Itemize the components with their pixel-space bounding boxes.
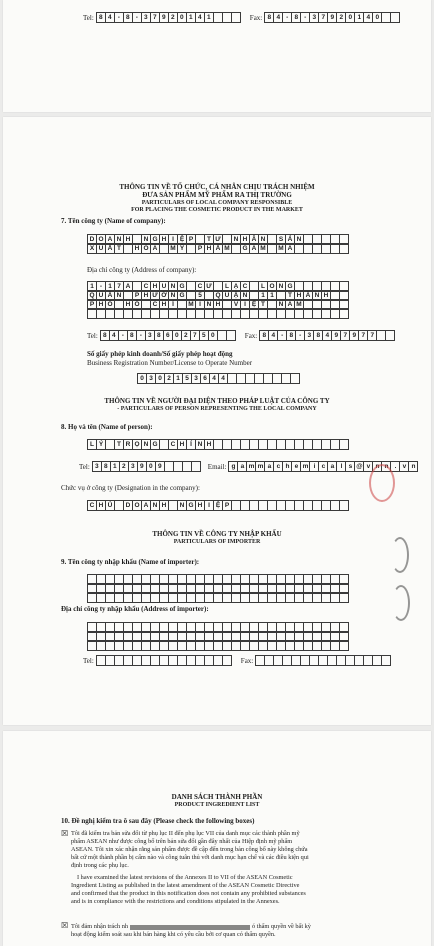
char-box: 1 (110, 461, 120, 472)
importer-name-label: 9. Tên công ty nhập khẩu (Name of importer): (61, 558, 200, 566)
char-box: G (240, 243, 250, 254)
representative-tel-email-row (79, 461, 417, 472)
char-box: 4 (322, 330, 332, 341)
char-box: Q (213, 290, 223, 301)
company-heading-en-2: FOR PLACING THE COSMETIC PRODUCT IN THE MARKET (131, 207, 303, 213)
char-box: G (186, 500, 196, 511)
char-box: - (295, 330, 305, 341)
char-box: s (345, 461, 355, 472)
char-box: H (159, 234, 169, 245)
char-box: P (87, 299, 97, 310)
paragraph-en: I have examined the latest revisions of the Annexes II to VII of the ASEAN Cosmetic Ingredient Listing as published in the latest amendment of the ASEAN Cosmetic Directive and confirmed that the product in this notification does not contain any prohibited substances and is in compliance with the restrictions and conditions stipulated in the Annexes. (71, 874, 306, 905)
char-box: L (258, 281, 268, 292)
char-box: N (276, 299, 286, 310)
char-box: Í (168, 299, 178, 310)
char-box: U (159, 281, 169, 292)
char-box: 5 (199, 330, 209, 341)
char-box: A (285, 243, 295, 254)
char-box: . (390, 461, 400, 472)
char-box: A (141, 500, 151, 511)
char-box: 1 (258, 290, 268, 301)
char-box: Ọ (132, 439, 142, 450)
company-tel-label: Tel: (87, 331, 98, 340)
representative-name-row (87, 439, 348, 450)
char-box: M (168, 243, 178, 254)
char-box: 7 (190, 330, 200, 341)
char-box: 4 (209, 373, 219, 384)
char-box: M (258, 243, 268, 254)
check-section-label: 10. Đề nghị kiểm tra ô sau đây (Please check the following boxes) (61, 817, 255, 825)
char-box: 8 (96, 12, 106, 23)
char-box: H (141, 290, 151, 301)
top-tel-row (83, 12, 399, 23)
char-box: 1 (105, 281, 115, 292)
char-box: N (240, 290, 250, 301)
char-box: H (96, 500, 106, 511)
char-box: 0 (208, 330, 218, 341)
responsibility-line-start: Tôi đảm nhận trách nh (71, 923, 129, 930)
char-box: T (114, 243, 124, 254)
char-box: a (264, 461, 274, 472)
char-box: N (168, 290, 178, 301)
char-box: M (222, 243, 232, 254)
char-box: 1 (186, 12, 196, 23)
char-box: 8 (101, 461, 111, 472)
char-box: Í (186, 439, 196, 450)
char-box: 4 (363, 12, 373, 23)
company-name-label: 7. Tên công ty (Name of company): (61, 217, 166, 225)
designation-boxes (87, 500, 348, 511)
char-box: Ư (213, 234, 223, 245)
license-label-vi: Số giấy phép kinh doanh/Số giấy phép hoạt động (87, 350, 233, 358)
char-box (226, 330, 236, 341)
char-box: H (213, 299, 223, 310)
char-box: U (96, 290, 106, 301)
char-box: C (195, 281, 205, 292)
char-box: 4 (195, 12, 205, 23)
char-box: h (282, 461, 292, 472)
char-box: 0 (177, 12, 187, 23)
char-box: 6 (163, 330, 173, 341)
char-box: Ư (204, 281, 214, 292)
char-box: G (177, 290, 187, 301)
company-address-line-4 (87, 308, 348, 319)
char-box: A (105, 234, 115, 245)
char-box: G (150, 439, 160, 450)
char-box: P (195, 243, 205, 254)
char-box: M (294, 299, 304, 310)
char-box: N (177, 500, 187, 511)
importer-tel-boxes (96, 655, 231, 666)
char-box: 7 (318, 12, 328, 23)
char-box: 2 (164, 373, 174, 384)
char-box: 4 (109, 330, 119, 341)
paragraph-vi: Tôi đã kiểm tra bản sửa đổi từ phụ lục II đến phụ lục VII của danh mục các thành phần mỹ phẩm ASEAN như được công bố trên bản sửa đổi gần đây nhất của Hiệp định mỹ phẩm ASEAN. Tôi xin xác nhận rằng sản phẩm được đề cập đến trong bản công bố này không chứa bất cứ một thành phần bị cấm nào và công tuân thủ với danh mục hạn chế và các điều kiện qui định trong các phụ lục. (71, 830, 309, 869)
char-box: 4 (218, 373, 228, 384)
char-box: - (282, 12, 292, 23)
importer-fax-label: Fax: (240, 656, 254, 665)
license-number-row (137, 373, 299, 384)
char-box: i (309, 461, 319, 472)
char-box: c (273, 461, 283, 472)
char-box: 1 (204, 12, 214, 23)
char-box: I (240, 299, 250, 310)
char-box: C (150, 299, 160, 310)
ingredients-heading-en: PRODUCT INGREDIENT LIST (174, 802, 260, 808)
designation-row (87, 500, 348, 511)
char-box: G (285, 281, 295, 292)
char-box (339, 500, 349, 511)
importer-name-line-3 (87, 592, 348, 603)
importer-heading-en: PARTICULARS OF IMPORTER (173, 539, 261, 545)
char-box: 2 (119, 461, 129, 472)
char-box (231, 12, 241, 23)
char-box: G (177, 281, 187, 292)
char-box: H (132, 243, 142, 254)
char-box: - (300, 12, 310, 23)
char-box: U (96, 243, 106, 254)
char-box: 2 (336, 12, 346, 23)
char-box: M (186, 299, 196, 310)
char-box: H (177, 439, 187, 450)
char-box: 3 (128, 461, 138, 472)
char-box: 3 (309, 12, 319, 23)
char-box: 8 (154, 330, 164, 341)
char-box: 3 (92, 461, 102, 472)
char-box: A (150, 243, 160, 254)
representative-heading-vi: THÔNG TIN VỀ NGƯỜI ĐẠI DIỆN THEO PHÁP LUẬT CỦA CÔNG TY (104, 397, 330, 405)
char-box: Ạ (231, 281, 241, 292)
char-box: 6 (200, 373, 210, 384)
char-box: H (240, 234, 250, 245)
red-seal-stamp (369, 464, 395, 502)
char-box: Q (87, 290, 97, 301)
top-fax-label: Fax: (249, 13, 263, 22)
char-box: v (363, 461, 373, 472)
char-box: 0 (155, 373, 165, 384)
top-fax-boxes (264, 12, 399, 23)
company-heading-vi-1: THÔNG TIN VỀ TỔ CHỨC, CÁ NHÂN CHỊU TRÁCH NHIỆM (119, 183, 315, 191)
char-box: O (96, 234, 106, 245)
importer-tel-label: Tel: (83, 656, 94, 665)
char-box: Ó (141, 243, 151, 254)
redaction-bar (130, 925, 250, 930)
char-box: Ồ (132, 299, 142, 310)
char-box: N (141, 234, 151, 245)
char-box: R (123, 439, 133, 450)
license-label-en: Business Registration Number/License to Operate Number (87, 359, 253, 367)
black-seal-stamp-1 (391, 537, 409, 573)
char-box: m (300, 461, 310, 472)
char-box: 3 (191, 373, 201, 384)
paragraph-responsibility (71, 923, 311, 939)
char-box: 8 (286, 330, 296, 341)
char-box: Ư (150, 290, 160, 301)
char-box (385, 330, 395, 341)
char-box: g (228, 461, 238, 472)
importer-address-label: Địa chỉ công ty nhập khẩu (Address of importer): (61, 605, 209, 613)
char-box: H (204, 243, 214, 254)
char-box (390, 12, 400, 23)
char-box: N (204, 299, 214, 310)
char-box: T (204, 234, 214, 245)
char-box: 7 (358, 330, 368, 341)
char-box: - (96, 281, 106, 292)
char-box: I (168, 234, 178, 245)
representative-tel-label: Tel: (79, 462, 90, 471)
char-box: I (195, 299, 205, 310)
char-box (339, 592, 349, 603)
char-box: 9 (331, 330, 341, 341)
char-box: 7 (150, 12, 160, 23)
document-page-main (3, 117, 431, 725)
char-box: - (132, 12, 142, 23)
char-box: 3 (146, 373, 156, 384)
char-box: 0 (345, 12, 355, 23)
char-box: Ờ (159, 290, 169, 301)
char-box: 8 (123, 12, 133, 23)
char-box: M (276, 243, 286, 254)
char-box: Ệ (249, 299, 259, 310)
char-box: Ả (285, 234, 295, 245)
importer-heading-vi: THÔNG TIN VỀ CÔNG TY NHẬP KHẨU (152, 530, 282, 538)
responsibility-line-2: hoạt động kiểm soát sau khi bán hàng khi có yêu cầu bởi cơ quan có thẩm quyền. (71, 931, 276, 938)
char-box: T (114, 439, 124, 450)
char-box: 7 (114, 281, 124, 292)
company-heading-vi-2: ĐƯA SẢN PHẨM MỸ PHẨM RA THỊ TRƯỜNG (142, 191, 292, 199)
char-box: H (204, 439, 214, 450)
char-box: C (87, 500, 97, 511)
char-box: X (87, 243, 97, 254)
char-box: N (258, 234, 268, 245)
char-box: 2 (181, 330, 191, 341)
black-seal-stamp-2 (392, 585, 410, 621)
char-box: @ (356, 463, 363, 470)
company-tel-fax-row (87, 330, 394, 341)
char-box: 0 (172, 330, 182, 341)
char-box: À (303, 290, 313, 301)
char-box: C (168, 439, 178, 450)
char-box: H (123, 234, 133, 245)
char-box: 0 (146, 461, 156, 472)
char-box: 0 (372, 12, 382, 23)
company-tel-boxes (100, 330, 235, 341)
company-fax-label: Fax: (244, 331, 258, 340)
checkbox-2-icon[interactable]: ☒ (61, 921, 69, 930)
char-box: 2 (168, 12, 178, 23)
company-name-line-2 (87, 243, 348, 254)
char-box: P (132, 290, 142, 301)
char-box: n (408, 461, 418, 472)
char-box: 1 (87, 281, 97, 292)
importer-address-line-3 (87, 640, 348, 651)
char-box: 4 (268, 330, 278, 341)
char-box: 7 (340, 330, 350, 341)
char-box: Ẩ (213, 243, 223, 254)
representative-tel-boxes (92, 461, 200, 472)
char-box (290, 373, 300, 384)
char-box: N (312, 290, 322, 301)
char-box: Ỹ (177, 243, 187, 254)
char-box: P (186, 234, 196, 245)
char-box: L (222, 281, 232, 292)
ingredients-heading-vi: DANH SÁCH THÀNH PHẦN (171, 793, 263, 801)
char-box (339, 640, 349, 651)
char-box: C (141, 281, 151, 292)
char-box: Ủ (105, 500, 115, 511)
char-box: H (159, 299, 169, 310)
char-box: 1 (267, 290, 277, 301)
char-box: N (231, 234, 241, 245)
company-address-label: Địa chỉ công ty (Address of company): (87, 266, 197, 274)
license-boxes (137, 373, 299, 384)
char-box: 8 (127, 330, 137, 341)
char-box: 8 (264, 12, 274, 23)
char-box: H (123, 299, 133, 310)
representative-email-label: Email: (207, 462, 227, 471)
char-box (222, 655, 232, 666)
char-box: Ý (96, 439, 106, 450)
char-box: Ệ (177, 234, 187, 245)
importer-fax-boxes (255, 655, 390, 666)
char-box: e (291, 461, 301, 472)
char-box (381, 655, 391, 666)
char-box: 0 (137, 373, 147, 384)
char-box: N (114, 234, 124, 245)
char-box: G (150, 234, 160, 245)
char-box: v (399, 461, 409, 472)
char-box: n (381, 461, 391, 472)
char-box: A (285, 299, 295, 310)
char-box: 9 (137, 461, 147, 472)
char-box: Â (105, 290, 115, 301)
char-box: 3 (304, 330, 314, 341)
char-box: m (246, 461, 256, 472)
char-box: 8 (100, 330, 110, 341)
char-box: H (96, 299, 106, 310)
char-box: D (87, 234, 97, 245)
char-box: N (114, 290, 124, 301)
char-box: 1 (354, 12, 364, 23)
document-page-top (3, 0, 431, 112)
char-box: 9 (349, 330, 359, 341)
char-box: N (276, 281, 286, 292)
char-box (339, 243, 349, 254)
char-box: N (150, 500, 160, 511)
char-box: - (114, 12, 124, 23)
char-box: Ậ (231, 290, 241, 301)
char-box: a (327, 461, 337, 472)
designation-label: Chức vụ ở công ty (Designation in the company): (61, 484, 200, 492)
char-box: T (285, 290, 295, 301)
char-box: N (195, 439, 205, 450)
char-box: - (277, 330, 287, 341)
char-box (191, 461, 201, 472)
char-box: T (258, 299, 268, 310)
char-box: A (249, 243, 259, 254)
checkbox-1-icon[interactable]: ☒ (61, 829, 69, 838)
char-box: 9 (159, 12, 169, 23)
char-box: a (237, 461, 247, 472)
char-box: 1 (173, 373, 183, 384)
representative-name-label: 8. Họ và tên (Name of person): (61, 423, 153, 431)
char-box: N (168, 281, 178, 292)
char-box: c (318, 461, 328, 472)
char-box: n (372, 461, 382, 472)
char-box: l (336, 461, 346, 472)
char-box: 7 (367, 330, 377, 341)
representative-heading-en: - PARTICULARS OF PERSON REPRESENTING THE LOCAL COMPANY (117, 406, 317, 412)
char-box: 3 (145, 330, 155, 341)
char-box (339, 308, 349, 319)
char-box: P (222, 500, 232, 511)
char-box: - (136, 330, 146, 341)
char-box: 8 (259, 330, 269, 341)
char-box: I (204, 500, 214, 511)
char-box: Ấ (105, 243, 115, 254)
importer-tel-fax-row (83, 655, 390, 666)
char-box: L (87, 439, 97, 450)
char-box: N (294, 234, 304, 245)
char-box: H (294, 290, 304, 301)
company-heading-en-1: PARTICULARS OF LOCAL COMPANY RESPONSIBLE (141, 200, 293, 206)
responsibility-line-end: ó thẩm quyền về bất kỳ (252, 923, 311, 930)
char-box: H (195, 500, 205, 511)
char-box: D (123, 500, 133, 511)
char-box: V (231, 299, 241, 310)
char-box: H (321, 290, 331, 301)
char-box: O (267, 281, 277, 292)
char-box: 8 (291, 12, 301, 23)
char-box: 9 (155, 461, 165, 472)
char-box: 5 (195, 290, 205, 301)
char-box: m (255, 461, 265, 472)
document-page-ingredients (3, 731, 431, 946)
top-tel-label: Tel: (83, 13, 94, 22)
char-box: 4 (105, 12, 115, 23)
char-box: O (132, 500, 142, 511)
char-box: - (118, 330, 128, 341)
char-box: 5 (182, 373, 192, 384)
char-box: 3 (141, 12, 151, 23)
char-box: N (141, 439, 151, 450)
char-box: 4 (273, 12, 283, 23)
char-box: U (222, 290, 232, 301)
char-box: Ệ (213, 500, 223, 511)
char-box: Ố (105, 299, 115, 310)
top-tel-boxes (96, 12, 240, 23)
char-box (339, 439, 349, 450)
char-box: H (159, 500, 169, 511)
char-box: S (276, 234, 286, 245)
representative-name-boxes (87, 439, 348, 450)
char-box: A (123, 281, 133, 292)
char-box: H (150, 281, 160, 292)
char-box: C (240, 281, 250, 292)
char-box: Â (249, 234, 259, 245)
char-box: 9 (327, 12, 337, 23)
company-fax-boxes (259, 330, 394, 341)
char-box: 8 (313, 330, 323, 341)
